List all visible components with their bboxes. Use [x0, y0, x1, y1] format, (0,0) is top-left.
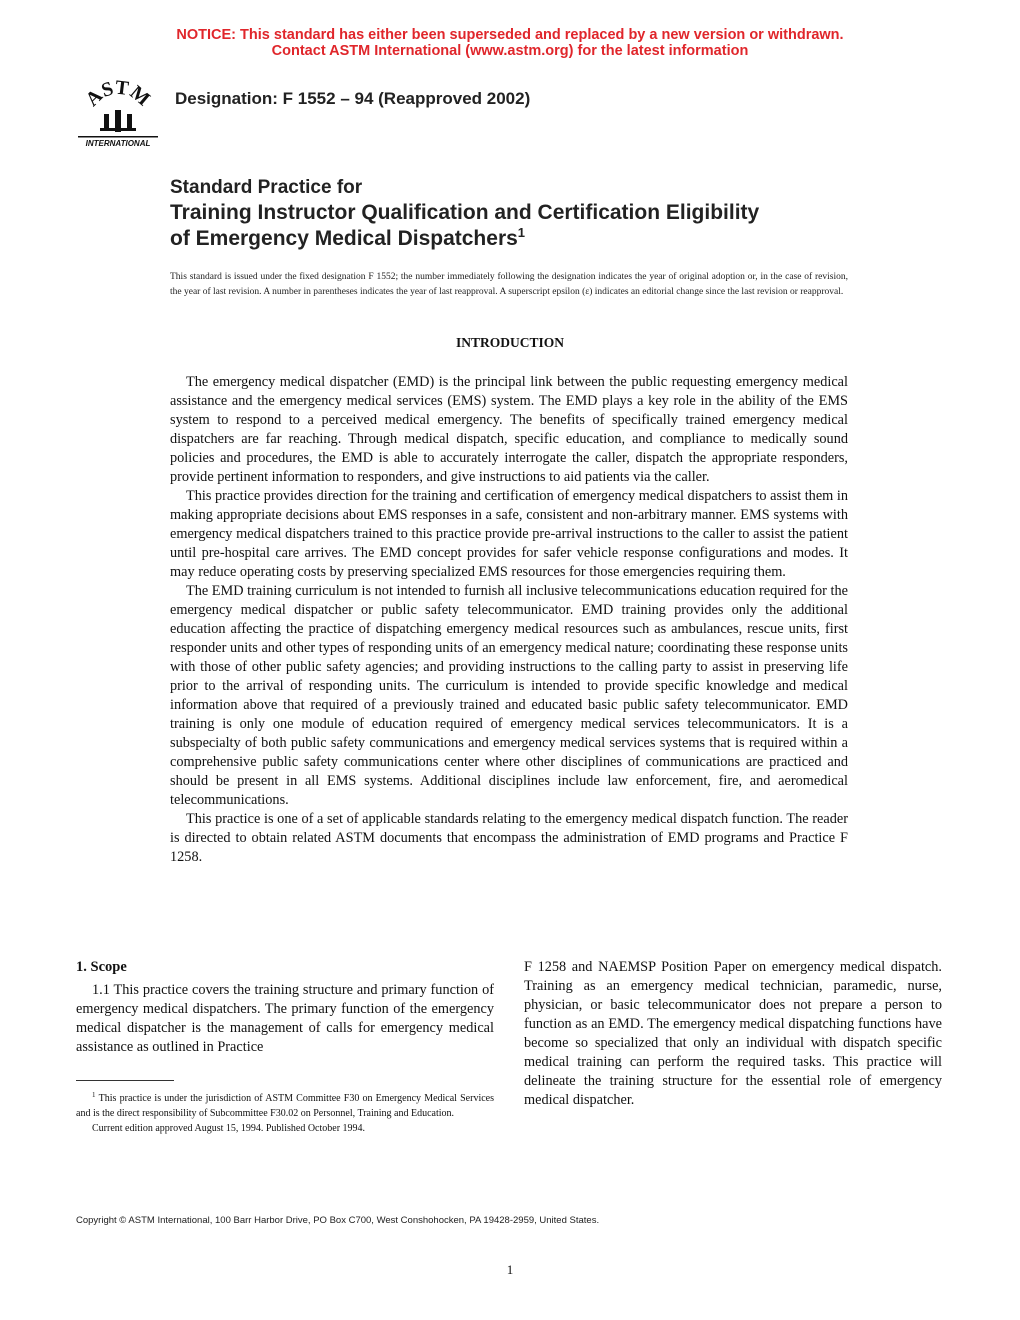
title-line-3-text: of Emergency Medical Dispatchers	[170, 227, 518, 250]
page-number: 1	[506, 1262, 514, 1277]
scope-paragraph-continued: F 1258 and NAEMSP Position Paper on emergency medical dispatch. Training as an emergency medical technician, paramedic, nurse, physician, or basic telecommunicator does not prepare a person to function as an EMD. The emergency medical dispatching functions have become so specialized that only an individual with dispatch specific medical training can perform the required tasks. This practice will delineate the training structure for the essential role of emergency medical dispatcher.	[524, 959, 942, 1108]
logo-subtext: INTERNATIONAL	[85, 139, 151, 148]
footnote-1-text: This practice is under the jurisdiction of ASTM Committee F30 on Emergency Medical Services and is the direct responsibility of Subcommittee F30.02 on Personnel, Training and Education.	[76, 1093, 494, 1119]
issued-note: This standard is issued under the fixed designation F 1552; the number immediately following the designation indicates the year of original adoption or, in the case of revision, the year of last revision. A number in parentheses indicates the year of last reapproval. A superscript epsilon (ε) indicates an editorial change since the last revision or reapproval.	[170, 272, 848, 297]
scope-paragraph-1-1: 1.1 This practice covers the training structure and primary function of emergency medical dispatchers. The primary function of the emergency medical dispatcher is the management of calls for emergency medical assistance as outlined in Practice	[76, 982, 494, 1055]
footnote-mark: 1	[92, 1091, 96, 1099]
notice-line-1: NOTICE: This standard has either been superseded and replaced by a new version or withdrawn.	[176, 27, 844, 43]
introduction-body	[170, 373, 848, 867]
copyright-line: Copyright © ASTM International, 100 Barr Harbor Drive, PO Box C700, West Conshohocken, PA 19428-2959, United States.	[76, 1215, 600, 1226]
document-title	[170, 175, 890, 252]
svg-text:ASTM	[81, 78, 154, 111]
footnotes	[76, 1091, 494, 1136]
footnote-divider	[76, 1080, 174, 1081]
intro-paragraph: The EMD training curriculum is not intended to furnish all inclusive telecommunications education required for the emergency medical dispatcher or public safety telecommunicator. EMD training provides only the additional education affecting the practice of dispatching emergency medical resources such as ambulances, rescue units, first responder units and other types of responding units of an emergency medical nature; coordinating these response units with those of other public safety agencies; and providing instructions to the calling party to assist in preserving life prior to the arrival of responding units. The curriculum is intended to provide specific knowledge and medical information above that required of a previously trained and educated basic public safety telecommunicator. EMD training is only one module of education required of emergency medical services telecommunicators. It is a subspecialty of both public safety communications and emergency medical services systems that is required within a comprehensive public safety communications center where other disciplines of communications are practiced and should be present in all EMS systems. Additional disciplines include law enforcement, fire, and aeromedical telecommunications.	[170, 583, 848, 808]
scope-right-column	[524, 958, 942, 1110]
astm-logo-icon	[76, 78, 160, 148]
scope-heading: 1. Scope	[76, 959, 127, 975]
scope-left-column	[76, 958, 494, 1057]
notice-line-2: Contact ASTM International (www.astm.org) for the latest information	[271, 43, 749, 59]
footnote-1	[76, 1091, 494, 1121]
logo-text: ASTM	[81, 78, 155, 111]
title-footnote-mark: 1	[517, 225, 526, 240]
title-line-3	[170, 226, 890, 252]
title-line-2: Training Instructor Qualification and Certification Eligibility	[170, 201, 760, 224]
intro-paragraph: The emergency medical dispatcher (EMD) is the principal link between the public requesting emergency medical assistance and the emergency medical services (EMS) system. The EMD plays a key role in the ability of the EMS system to respond to a perceived medical emergency. The benefits of specifically trained emergency medical dispatchers are far reaching. Through medical dispatch, specific education, and compliance to medically sound policies and procedures, the EMD is able to accurately interrogate the caller, dispatch the appropriate responders, provide pertinent information to responders, and give instructions to aid patients via the caller.	[170, 374, 848, 485]
astm-logo	[76, 78, 160, 148]
designation: Designation: F 1552 – 94 (Reapproved 2002)	[175, 89, 531, 108]
introduction-heading: INTRODUCTION	[455, 335, 564, 350]
intro-paragraph: This practice is one of a set of applicable standards relating to the emergency medical dispatch function. The reader is directed to obtain related ASTM documents that encompass the administration of EMD programs and Practice F 1258.	[170, 811, 848, 865]
intro-paragraph: This practice provides direction for the training and certification of emergency medical dispatchers to assist them in making appropriate decisions about EMS responses in a safe, consistent and non-arbitrary manner. EMS systems with emergency medical dispatchers trained to this practice provide pre-arrival instructions to the caller to assist the patient until pre-hospital care arrives. The EMD concept provides for safer vehicle response configurations and modes. It may reduce operating costs by preserving specialized EMS resources for those emergencies requiring them.	[170, 488, 848, 580]
footnote-2: Current edition approved August 15, 1994. Published October 1994.	[92, 1123, 366, 1134]
notice-banner	[0, 27, 1020, 59]
title-line-1: Standard Practice for	[170, 177, 363, 198]
